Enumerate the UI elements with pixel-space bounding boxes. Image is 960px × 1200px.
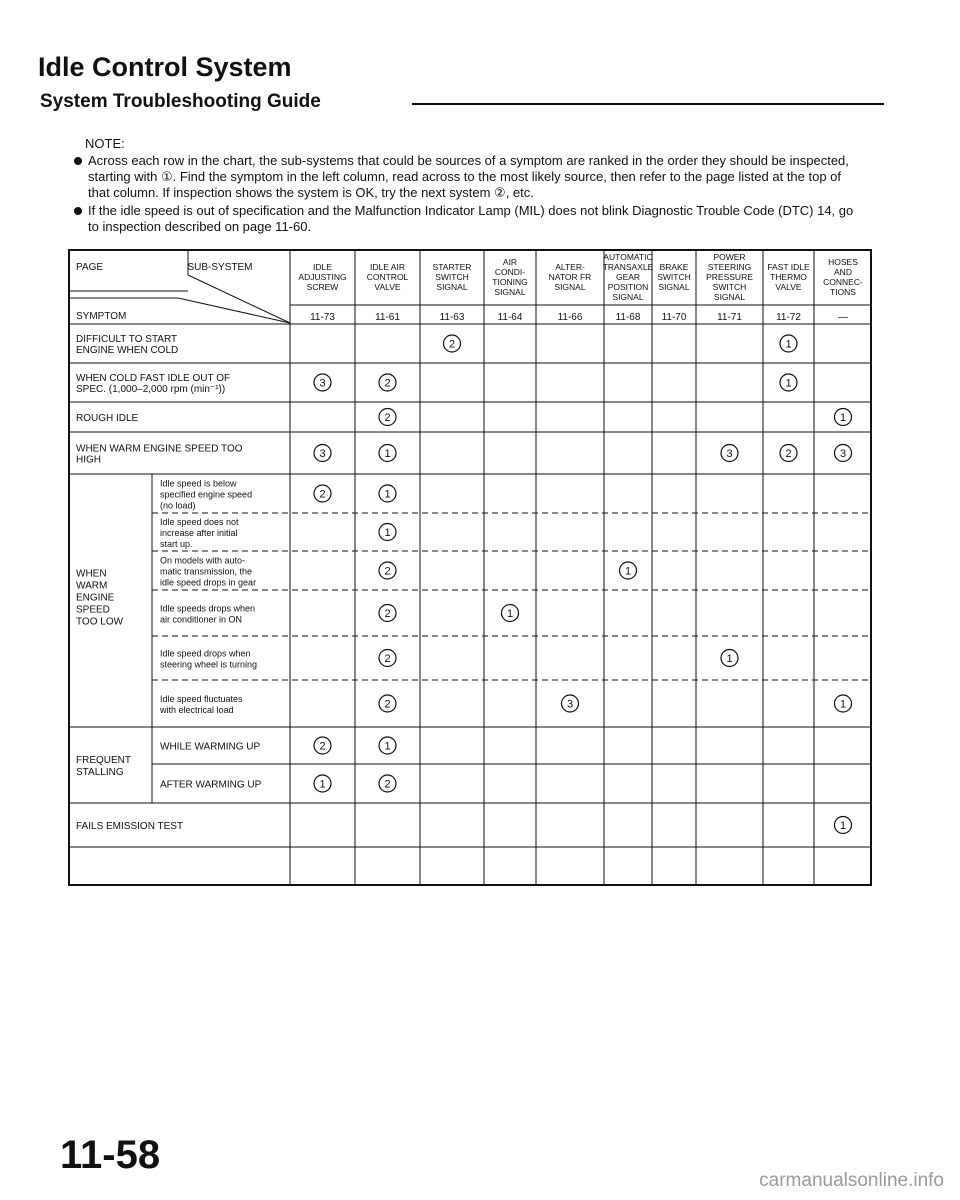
symptom-text-row-5: specified engine speed: [160, 489, 253, 500]
column-header-5: NATOR FR: [548, 272, 592, 282]
symptom-text-row-2: WHEN COLD FAST IDLE OUT OF: [76, 373, 231, 384]
page-title: Idle Control System: [38, 52, 292, 82]
column-header-8: SIGNAL: [713, 292, 746, 302]
column-header-3: SIGNAL: [436, 282, 468, 292]
column-header-6: TRANSAXLE: [602, 262, 654, 272]
symptom-text-row-13: FAILS EMISSION TEST: [76, 821, 184, 832]
rank-value-r11-c2: 1: [384, 740, 391, 753]
column-page-7: 11-70: [661, 312, 687, 323]
column-header-7: BRAKE: [659, 262, 689, 272]
column-header-8: SWITCH: [712, 282, 747, 292]
symptom-text-row-7: On models with auto-: [160, 555, 246, 566]
rank-value-r9-c8: 1: [726, 653, 733, 665]
column-header-7: SIGNAL: [658, 282, 690, 292]
column-header-10: TIONS: [830, 287, 856, 297]
column-header-5: ALTER-: [555, 262, 585, 272]
column-page-2: 11-61: [375, 312, 400, 323]
column-header-8: PRESSURE: [706, 272, 753, 282]
column-header-7: SWITCH: [657, 272, 691, 282]
symptom-text-row-7: matic transmission, the: [160, 566, 253, 577]
column-header-1: SCREW: [306, 282, 339, 292]
column-header-1: ADJUSTING: [298, 272, 347, 282]
column-page-6: 11-68: [615, 312, 641, 323]
column-header-5: SIGNAL: [554, 282, 586, 292]
symptom-text-row-12: AFTER WARMING UP: [160, 779, 262, 791]
column-header-9: VALVE: [775, 282, 802, 292]
symptom-text-row-8: air conditioner in ON: [160, 614, 243, 625]
corner-diagonal-line: [188, 275, 290, 323]
subtitle-rule: [412, 103, 884, 105]
symptom-text-row-6: Idle speed does not: [160, 517, 239, 527]
rank-value-r7-c6: 1: [624, 565, 632, 578]
column-page-10: —: [838, 312, 848, 323]
rank-value-r10-c5: 3: [566, 698, 574, 711]
rank-value-r12-c2: 2: [384, 778, 391, 791]
corner-subsystem-label: SUB-SYSTEM: [187, 262, 253, 273]
rank-value-r4-c10: 3: [839, 448, 847, 460]
group-label-stall: FREQUENT: [76, 755, 131, 766]
rank-value-r2-c9: 1: [785, 377, 792, 390]
note-bullet: Across each row in the chart, the sub-systems that could be sources of a symptom are ranked in the order they should be inspected, starting with ①. Find the symptom in the left column, read across to the most likely source, then refer to the page listed at the top of that column. If inspection shows the system is OK, try the next system ②, etc.: [74, 153, 864, 201]
column-header-6: POSITION: [607, 282, 649, 292]
column-header-10: HOSES: [828, 257, 858, 267]
rank-value-r3-c10: 1: [839, 412, 847, 424]
symptom-text-row-1: DIFFICULT TO START: [76, 334, 178, 345]
troubleshooting-chart: [68, 249, 872, 886]
rank-value-r13-c10: 1: [839, 820, 847, 832]
column-header-3: STARTER: [432, 262, 472, 272]
symptom-text-row-6: start up.: [160, 539, 193, 549]
group-label-warm: WARM: [76, 580, 108, 592]
column-header-6: GEAR: [615, 272, 641, 282]
rank-value-r11-c1: 2: [319, 740, 326, 753]
column-page-8: 11-71: [717, 312, 742, 323]
column-header-10: CONNEC-: [823, 277, 863, 287]
rank-value-r5-c1: 2: [319, 488, 326, 501]
rank-value-r4-c9: 2: [785, 448, 792, 460]
column-header-4: CONDI-: [494, 267, 526, 277]
column-page-1: 11-73: [310, 312, 335, 323]
column-header-9: THERMO: [770, 272, 807, 282]
symptom-text-row-4: HIGH: [76, 454, 101, 466]
rank-value-r10-c2: 2: [384, 698, 391, 711]
rank-value-r6-c2: 1: [384, 527, 391, 539]
symptom-text-row-9: steering wheel is turning: [160, 659, 258, 670]
rank-value-r12-c1: 1: [319, 778, 326, 791]
column-header-2: CONTROL: [366, 272, 409, 282]
column-page-5: 11-66: [557, 312, 583, 323]
watermark: carmanualsonline.info: [759, 1170, 944, 1191]
symptom-text-row-1: ENGINE WHEN COLD: [76, 345, 179, 356]
group-label-stall: STALLING: [76, 767, 124, 778]
rank-value-r2-c1: 3: [319, 377, 326, 390]
rank-value-r2-c2: 2: [384, 377, 391, 390]
symptom-text-row-10: with electrical load: [160, 705, 234, 715]
symptom-text-row-5: Idle speed is below: [160, 478, 237, 489]
note-bullet: If the idle speed is out of specification and the Malfunction Indicator Lamp (MIL) does not blink Diagnostic Trouble Code (DTC) 14, go to inspection described on page 11-60.: [74, 203, 864, 235]
page-number: 11-58: [60, 1133, 161, 1177]
group-label-warm: WHEN: [76, 568, 107, 580]
rank-value-r4-c1: 3: [319, 448, 326, 460]
rank-value-r8-c2: 2: [384, 608, 391, 620]
rank-value-r3-c2: 2: [384, 412, 391, 424]
symptom-text-row-6: increase after initial: [160, 528, 238, 538]
corner-symptom-label: SYMPTOM: [76, 311, 127, 322]
column-header-6: AUTOMATIC: [603, 252, 653, 262]
group-label-warm: ENGINE: [76, 592, 115, 604]
symptom-text-row-4: WHEN WARM ENGINE SPEED TOO: [76, 443, 243, 455]
rank-value-r10-c10: 1: [839, 698, 847, 711]
symptom-text-row-9: Idle speed drops when: [160, 648, 251, 659]
column-header-9: FAST IDLE: [767, 262, 810, 272]
section-subtitle: System Troubleshooting Guide: [40, 91, 321, 112]
column-page-3: 11-63: [439, 312, 465, 323]
rank-value-r1-c9: 1: [785, 338, 792, 351]
rank-value-r4-c2: 1: [384, 448, 391, 460]
rank-value-r1-c3: 2: [448, 338, 456, 351]
symptom-text-row-3: ROUGH IDLE: [76, 413, 139, 424]
column-header-2: VALVE: [374, 282, 401, 292]
symptom-text-row-11: WHILE WARMING UP: [160, 741, 261, 753]
group-label-warm: TOO LOW: [76, 616, 124, 628]
corner-diagonal-line-2: [178, 298, 290, 323]
note-label: NOTE:: [85, 136, 125, 151]
column-page-4: 11-64: [497, 312, 523, 323]
column-header-4: SIGNAL: [494, 287, 526, 297]
symptom-text-row-2: SPEC. (1,000–2,000 rpm (min⁻¹)): [76, 384, 226, 395]
column-header-4: TIONING: [492, 277, 528, 287]
column-header-2: IDLE AIR: [370, 262, 405, 272]
column-header-8: STEERING: [707, 262, 752, 272]
group-label-warm: SPEED: [76, 604, 110, 616]
column-header-4: AIR: [502, 257, 518, 267]
column-header-1: IDLE: [313, 262, 332, 272]
symptom-text-row-7: idle speed drops in gear: [160, 577, 257, 588]
column-page-9: 11-72: [776, 312, 801, 323]
rank-value-r8-c4: 1: [506, 608, 514, 620]
symptom-text-row-8: Idle speeds drops when: [160, 603, 256, 614]
rank-value-r9-c2: 2: [384, 653, 391, 665]
note-list: [74, 153, 864, 237]
column-header-10: AND: [834, 267, 852, 277]
corner-page-label: PAGE: [76, 262, 104, 273]
rank-value-r4-c8: 3: [726, 448, 733, 460]
column-header-6: SIGNAL: [612, 292, 644, 302]
symptom-text-row-5: (no load): [160, 500, 196, 511]
rank-value-r7-c2: 2: [384, 565, 391, 578]
symptom-text-row-10: Idle speed fluctuates: [160, 694, 243, 704]
column-header-8: POWER: [713, 252, 746, 262]
column-header-3: SWITCH: [435, 272, 469, 282]
rank-value-r5-c2: 1: [384, 488, 391, 501]
